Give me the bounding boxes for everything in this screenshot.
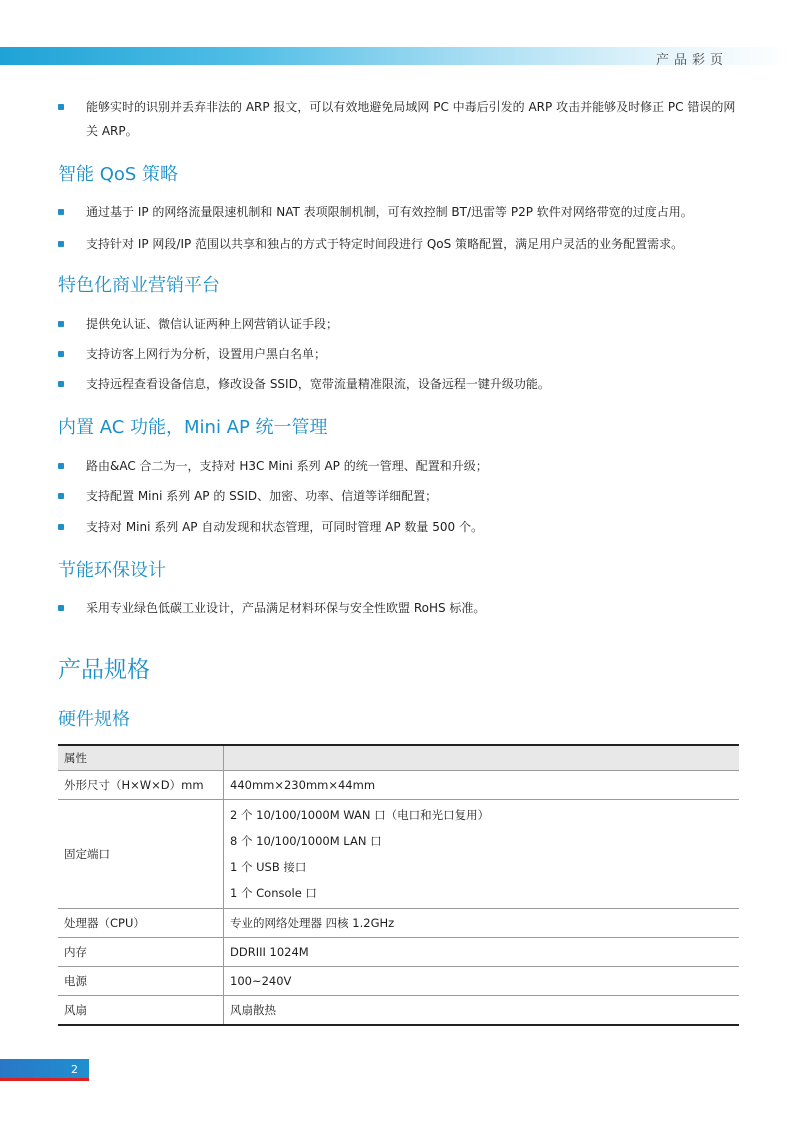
page-number: 2 <box>0 1059 89 1081</box>
port-line: 1 个 Console 口 <box>230 886 317 900</box>
table-row <box>58 909 739 938</box>
column-header-attr: 属性 <box>58 745 224 771</box>
list-item: 支持针对 IP 网段/IP 范围以共享和独占的方式于特定时间段进行 QoS 策略配置，满足用户灵活的业务配置需求。 <box>58 232 738 256</box>
bullet-icon <box>58 524 64 530</box>
hardware-spec-title: 硬件规格 <box>58 709 130 730</box>
row-value: DDRIII 1024M <box>224 938 740 967</box>
bullet-icon <box>58 381 64 387</box>
bullet-icon <box>58 241 64 247</box>
row-value: 100~240V <box>224 967 740 996</box>
port-line: 2 个 10/100/1000M WAN 口（电口和光口复用） <box>230 808 490 822</box>
table-row <box>58 967 739 996</box>
bullet-icon <box>58 104 64 110</box>
row-attr: 外形尺寸（H×W×D）mm <box>58 771 224 800</box>
list-item: 支持配置 Mini 系列 AP 的 SSID、加密、功率、信道等详细配置； <box>58 484 738 508</box>
hardware-spec-table <box>58 744 739 1026</box>
list-item: 路由&AC 合二为一，支持对 H3C Mini 系列 AP 的统一管理、配置和升级； <box>58 454 738 478</box>
intro-bullet: 能够实时的识别并丢弃非法的 ARP 报文，可以有效地避免局域网 PC 中毒后引发的 ARP 攻击并能够及时修正 PC 错误的网关 ARP。 <box>58 95 738 143</box>
row-attr: 固定端口 <box>58 800 224 909</box>
row-value: 风扇散热 <box>224 996 740 1026</box>
section-title-eco: 节能环保设计 <box>58 560 166 581</box>
port-line: 8 个 10/100/1000M LAN 口 <box>230 834 382 848</box>
list-item: 提供免认证、微信认证两种上网营销认证手段； <box>58 312 738 336</box>
port-line: 1 个 USB 接口 <box>230 860 307 874</box>
header-title: 产品彩页 <box>655 53 728 68</box>
spec-title: 产品规格 <box>58 657 150 683</box>
section-title-ac: 内置 AC 功能，Mini AP 统一管理 <box>58 417 328 438</box>
row-attr: 处理器（CPU） <box>58 909 224 938</box>
row-value <box>224 800 740 909</box>
bullet-icon <box>58 321 64 327</box>
list-item: 支持远程查看设备信息，修改设备 SSID，宽带流量精准限流，设备远程一键升级功能。 <box>58 372 738 396</box>
bullet-icon <box>58 209 64 215</box>
row-attr: 风扇 <box>58 996 224 1026</box>
bullet-icon <box>58 351 64 357</box>
table-row <box>58 771 739 800</box>
bullet-icon <box>58 493 64 499</box>
table-row <box>58 996 739 1026</box>
list-item: 支持访客上网行为分析，设置用户黑白名单； <box>58 342 738 366</box>
bullet-icon <box>58 605 64 611</box>
table-row <box>58 800 739 909</box>
list-item: 支持对 Mini 系列 AP 自动发现和状态管理，可同时管理 AP 数量 500 个。 <box>58 515 738 539</box>
row-value: 440mm×230mm×44mm <box>224 771 740 800</box>
list-item: 通过基于 IP 的网络流量限速机制和 NAT 表项限制机制，可有效控制 BT/迅雷等 P2P 软件对网络带宽的过度占用。 <box>58 200 738 224</box>
table-row <box>58 938 739 967</box>
page-number-accent <box>0 1078 89 1081</box>
table-header-row <box>58 745 739 771</box>
list-item: 采用专业绿色低碳工业设计，产品满足材料环保与安全性欧盟 RoHS 标准。 <box>58 596 738 620</box>
bullet-icon <box>58 463 64 469</box>
row-attr: 电源 <box>58 967 224 996</box>
row-attr: 内存 <box>58 938 224 967</box>
row-value: 专业的网络处理器 四核 1.2GHz <box>224 909 740 938</box>
column-header-value <box>224 745 740 771</box>
section-title-marketing: 特色化商业营销平台 <box>58 275 220 296</box>
section-title-qos: 智能 QoS 策略 <box>58 164 179 185</box>
